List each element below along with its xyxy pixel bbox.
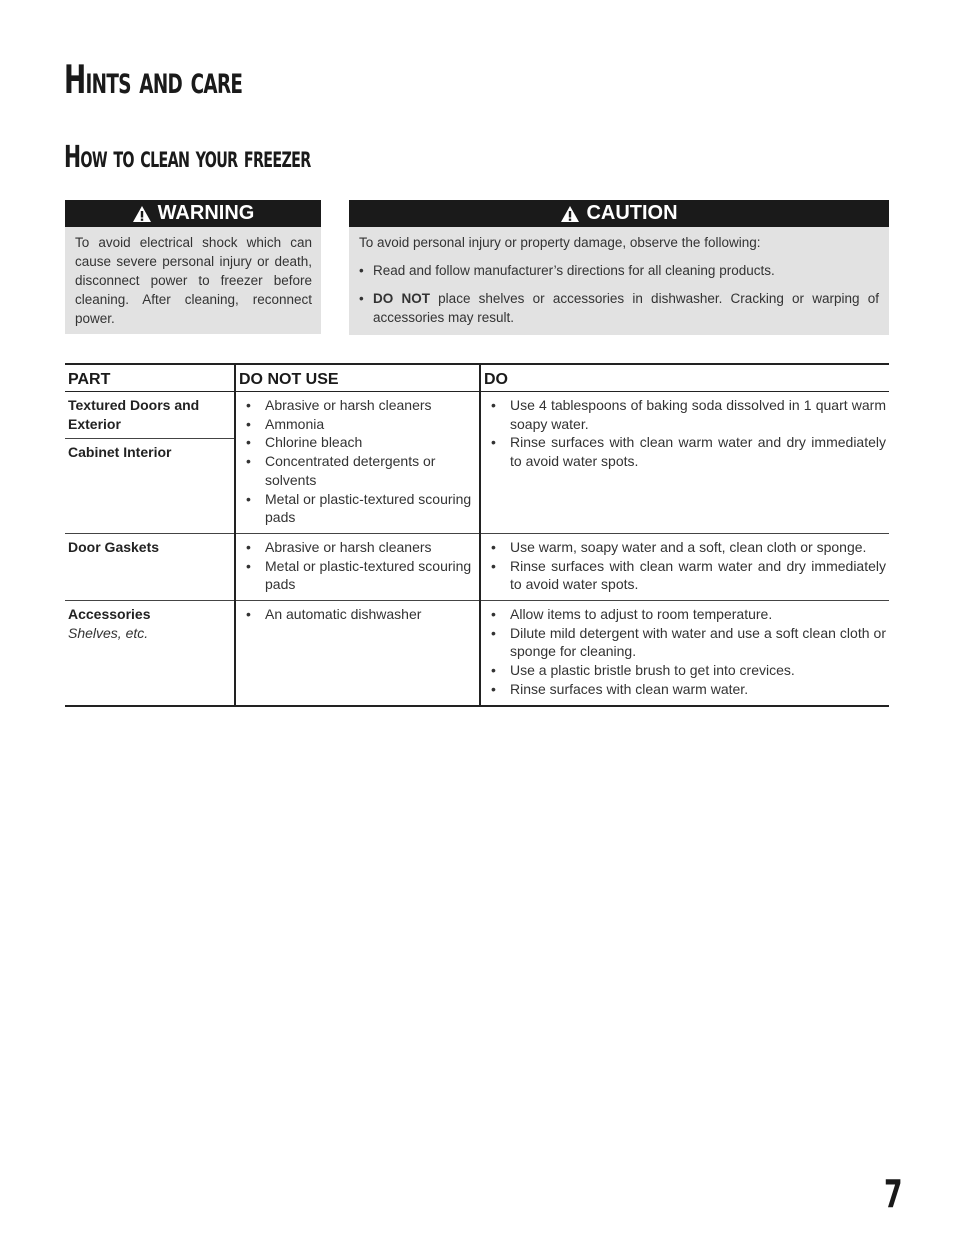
caution-item bbox=[359, 261, 879, 280]
list-item: • Dilute mild detergent with water and use a soft clean cloth or sponge for cleaning. bbox=[484, 624, 886, 661]
part-cell bbox=[65, 392, 235, 534]
caution-item-emphasis: DO NOT bbox=[373, 291, 430, 306]
do-not-use-cell bbox=[235, 392, 480, 534]
list-item: • Rinse surfaces with clean warm water and dry immediately to avoid water spots. bbox=[484, 433, 886, 470]
table-row bbox=[65, 392, 889, 534]
page-title: Hints and care bbox=[64, 58, 243, 103]
list-item: • Metal or plastic-textured scouring pads bbox=[239, 557, 476, 594]
warning-label: WARNING bbox=[157, 202, 255, 224]
do-cell bbox=[480, 601, 889, 706]
caution-item-text: Read and follow manufacturer’s directions for all cleaning products. bbox=[373, 263, 775, 278]
part-cell bbox=[65, 601, 235, 706]
part-subtitle: Shelves, etc. bbox=[68, 624, 149, 641]
do-cell bbox=[480, 533, 889, 600]
part-name: Door Gaskets bbox=[68, 538, 160, 555]
caution-header bbox=[349, 200, 889, 227]
table-row bbox=[65, 533, 889, 600]
caution-item-text: place shelves or accessories in dishwasher. Cracking or warping of accessories may result. bbox=[373, 291, 879, 325]
do-cell bbox=[480, 392, 889, 534]
part-name: Textured Doors and Exterior bbox=[68, 397, 200, 432]
caution-triangle-icon bbox=[560, 205, 580, 223]
part-cell bbox=[65, 533, 235, 600]
list-item: • Use a plastic bristle brush to get into crevices. bbox=[484, 661, 886, 680]
part-name: Cabinet Interior bbox=[65, 438, 234, 462]
warning-header bbox=[65, 200, 321, 227]
list-item: • Allow items to adjust to room temperature. bbox=[484, 605, 886, 624]
header-do-not-use: DO NOT USE bbox=[235, 364, 480, 392]
list-item: • Rinse surfaces with clean warm water and dry immediately to avoid water spots. bbox=[484, 557, 886, 594]
list-item: • Rinse surfaces with clean warm water. bbox=[484, 680, 886, 699]
list-item: • An automatic dishwasher bbox=[239, 605, 476, 624]
warning-box bbox=[65, 200, 321, 334]
list-item: • Metal or plastic-textured scouring pads bbox=[239, 490, 476, 527]
list-item: • Chlorine bleach bbox=[239, 433, 476, 452]
caution-list bbox=[359, 261, 879, 327]
list-item: • Use warm, soapy water and a soft, clean cloth or sponge. bbox=[484, 538, 886, 557]
header-part: PART bbox=[65, 364, 235, 392]
do-not-use-cell bbox=[235, 601, 480, 706]
section-title: How to clean your freezer bbox=[64, 140, 311, 175]
list-item: • Concentrated detergents or solvents bbox=[239, 452, 476, 489]
table-row bbox=[65, 601, 889, 706]
warning-triangle-icon bbox=[132, 205, 152, 223]
caution-item bbox=[359, 289, 879, 327]
caution-intro: To avoid personal injury or property damage, observe the following: bbox=[359, 235, 761, 250]
page-number: 7 bbox=[884, 1172, 903, 1216]
list-item: • Ammonia bbox=[239, 415, 476, 434]
part-name: Accessories bbox=[68, 606, 151, 623]
cleaning-table bbox=[65, 363, 889, 707]
caution-box bbox=[349, 200, 889, 335]
table-header-row bbox=[65, 364, 889, 392]
list-item: • Use 4 tablespoons of baking soda dissolved in 1 quart warm soapy water. bbox=[484, 396, 886, 433]
list-item: • Abrasive or harsh cleaners bbox=[239, 538, 476, 557]
do-not-use-cell bbox=[235, 533, 480, 600]
warning-text: To avoid electrical shock which can cause severe personal injury or death, disconnect power to freezer before cleaning. After cleaning, reconnect power. bbox=[75, 235, 312, 326]
header-do: DO bbox=[480, 364, 889, 392]
list-item: • Abrasive or harsh cleaners bbox=[239, 396, 476, 415]
caution-label: CAUTION bbox=[586, 202, 678, 224]
